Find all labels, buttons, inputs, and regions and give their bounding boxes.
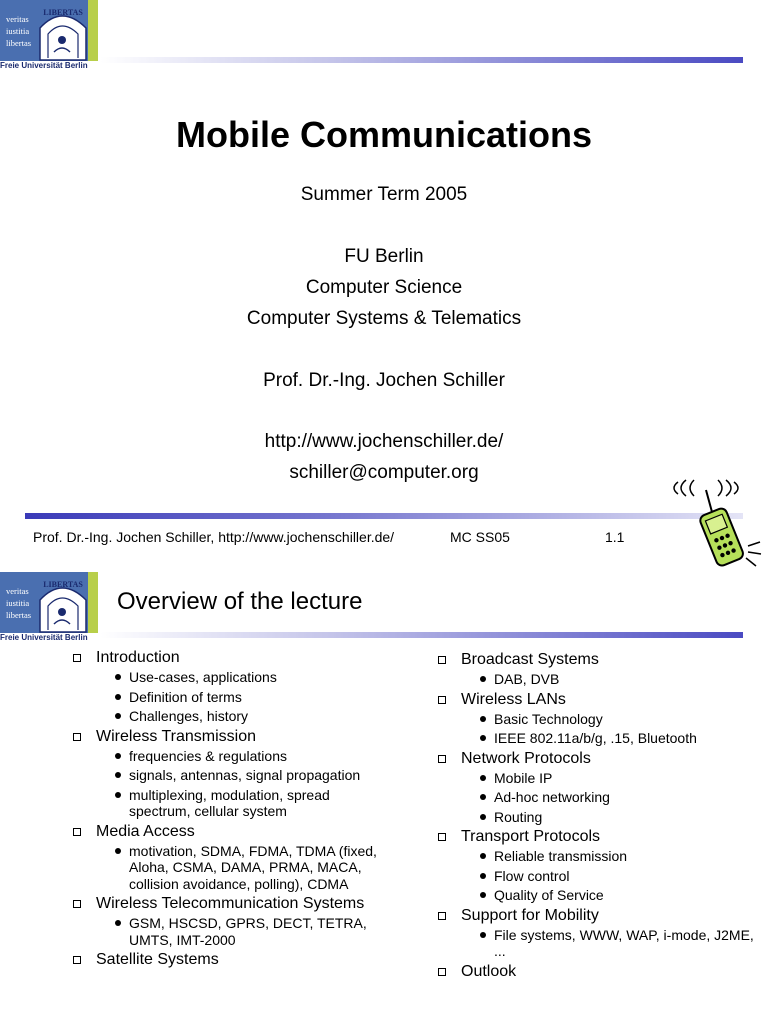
fu-berlin-logo [0,572,98,644]
slide-title: Overview of the lecture [117,588,363,615]
sub-item [437,868,757,885]
svg-text:LIBERTAS: LIBERTAS [43,8,83,17]
checkbox-bullet-icon [73,900,81,908]
sub-item [437,671,757,688]
sub-item-list [72,915,392,948]
bullet-dot-icon [480,735,486,741]
checkbox-bullet-icon [438,968,446,976]
sub-item [437,789,757,806]
logo-blue-panel [0,572,88,633]
bullet-dot-icon [480,892,486,898]
term: Summer Term 2005 [300,184,468,205]
outline-item-label: Media Access [96,822,195,840]
outline-item [437,750,757,768]
sub-item [437,927,757,960]
sub-item [437,848,757,865]
sub-item [437,711,757,728]
bullet-dot-icon [115,848,121,854]
outline-item-label: Wireless Telecommunication Systems [96,895,365,912]
sub-item-label: frequencies & regulations [129,747,287,764]
logo-university-name: Freie Universität Berlin [0,61,88,70]
bullet-dot-icon [480,873,486,879]
sub-item [72,669,392,686]
bullet-dot-icon [480,775,486,781]
overview-slide [0,572,768,1024]
outline-item-label: Introduction [96,649,180,666]
bullet-dot-icon [480,716,486,722]
bullet-dot-icon [480,794,486,800]
outline-item-label: Support for Mobility [461,906,599,924]
bullet-dot-icon [480,814,486,820]
logo-motto: veritas iustitia libertas [6,586,32,620]
checkbox-bullet-icon [438,656,446,664]
sub-item-label: Ad-hoc networking [494,789,610,805]
sub-item-list [72,669,392,725]
sub-item [72,915,392,948]
footer-author: Prof. Dr.-Ing. Jochen Schiller, http://www.jochenschiller.de/ [33,529,395,545]
footer-course: MC SS05 [450,529,510,545]
header-gradient-line [100,57,743,63]
sub-item [72,708,392,725]
bullet-dot-icon [115,772,121,778]
left-outline-column [72,649,392,971]
sub-item-list [437,711,757,747]
group-line: Computer Systems & Telematics [246,308,522,329]
outline-item [437,963,757,981]
bullet-dot-icon [115,713,121,719]
bullet-dot-icon [115,694,121,700]
outline-item [437,651,757,669]
outline-item-label: Satellite Systems [96,951,219,968]
sub-item-label: Use-cases, applications [129,669,277,685]
sub-item-label: motivation, SDMA, FDMA, TDMA (fixed, Aloha, CSMA, DAMA, PRMA, MACA, collision avoidance, polling), CDMA [129,842,377,892]
bullet-dot-icon [480,932,486,938]
sub-item-label: Mobile IP [494,769,553,786]
logo-blue-panel [0,0,88,61]
sub-item-label: Challenges, history [129,708,249,724]
sub-item-label: Routing [494,808,543,825]
sub-item-label: multiplexing, modulation, spread spectrum, cellular system [129,786,330,819]
sub-item [72,787,392,820]
sub-item-list [437,770,757,826]
sub-item [72,689,392,706]
outline-item [437,907,757,925]
logo-green-bar [88,572,98,633]
sub-item-list [72,748,392,820]
bullet-dot-icon [115,792,121,798]
outline-item-label: Wireless Transmission [96,727,257,745]
sub-item [72,767,392,784]
checkbox-bullet-icon [73,956,81,964]
outline-item-label: Outlook [461,962,517,980]
outline-item-label: Network Protocols [461,749,591,767]
bullet-dot-icon [480,853,486,859]
outline-item [437,828,757,846]
sub-item [72,843,392,893]
outline-item-label: Transport Protocols [461,828,601,845]
outline-item [72,895,392,913]
slide-title: Mobile Communications [175,114,593,155]
header-gradient-line [100,632,743,638]
logo-seal-icon [36,0,88,61]
sub-item [437,730,757,747]
website-link[interactable]: http://www.jochenschiller.de/ [264,431,504,452]
bullet-dot-icon [480,676,486,682]
logo-green-bar [88,0,98,61]
right-outline-column [437,651,757,983]
logo-seal-icon [36,572,88,633]
fu-berlin-logo [0,0,98,72]
outline-item [72,823,392,841]
sub-item-label: IEEE 802.11a/b/g, .15, Bluetooth [494,730,697,746]
sub-item-list [437,671,757,688]
sub-item-label: Basic Technology [494,710,603,727]
svg-text:LIBERTAS: LIBERTAS [43,580,83,589]
logo-university-name: Freie Universität Berlin [0,633,88,642]
outline-item [72,649,392,667]
footer-gradient-line [25,513,743,519]
checkbox-bullet-icon [73,733,81,741]
outline-item [437,691,757,709]
outline-item-label: Broadcast Systems [461,651,599,668]
sub-item-list [72,843,392,893]
email-link[interactable]: schiller@computer.org [289,462,479,483]
outline-item-label: Wireless LANs [461,690,566,708]
author: Prof. Dr.-Ing. Jochen Schiller [263,370,505,391]
checkbox-bullet-icon [73,654,81,662]
sub-item [72,748,392,765]
department-line: Computer Science [305,277,463,298]
logo-motto: veritas iustitia libertas [6,14,32,48]
sub-item-label: Quality of Service [494,887,604,903]
sub-item-label: Reliable transmission [494,848,628,864]
sub-item [437,887,757,904]
mobile-phone-icon [664,476,764,572]
outline-item [72,728,392,746]
sub-item-label: Flow control [494,867,570,884]
checkbox-bullet-icon [438,912,446,920]
sub-item-label: Definition of terms [129,688,242,705]
checkbox-bullet-icon [438,696,446,704]
checkbox-bullet-icon [438,833,446,841]
bullet-dot-icon [115,920,121,926]
sub-item-label: signals, antennas, signal propagation [129,767,361,783]
sub-item-label: GSM, HSCSD, GPRS, DECT, TETRA, UMTS, IMT-2000 [129,915,367,948]
bullet-dot-icon [115,674,121,680]
sub-item-label: File systems, WWW, WAP, i-mode, J2ME, ... [494,926,754,959]
sub-item [437,809,757,826]
footer-page-number: 1.1 [605,529,625,545]
checkbox-bullet-icon [73,828,81,836]
bullet-dot-icon [115,753,121,759]
sub-item [437,770,757,787]
checkbox-bullet-icon [438,755,446,763]
sub-item-label: DAB, DVB [494,671,560,687]
institution-line: FU Berlin [344,246,424,267]
sub-item-list [437,927,757,960]
sub-item-list [437,848,757,904]
outline-item [72,951,392,969]
